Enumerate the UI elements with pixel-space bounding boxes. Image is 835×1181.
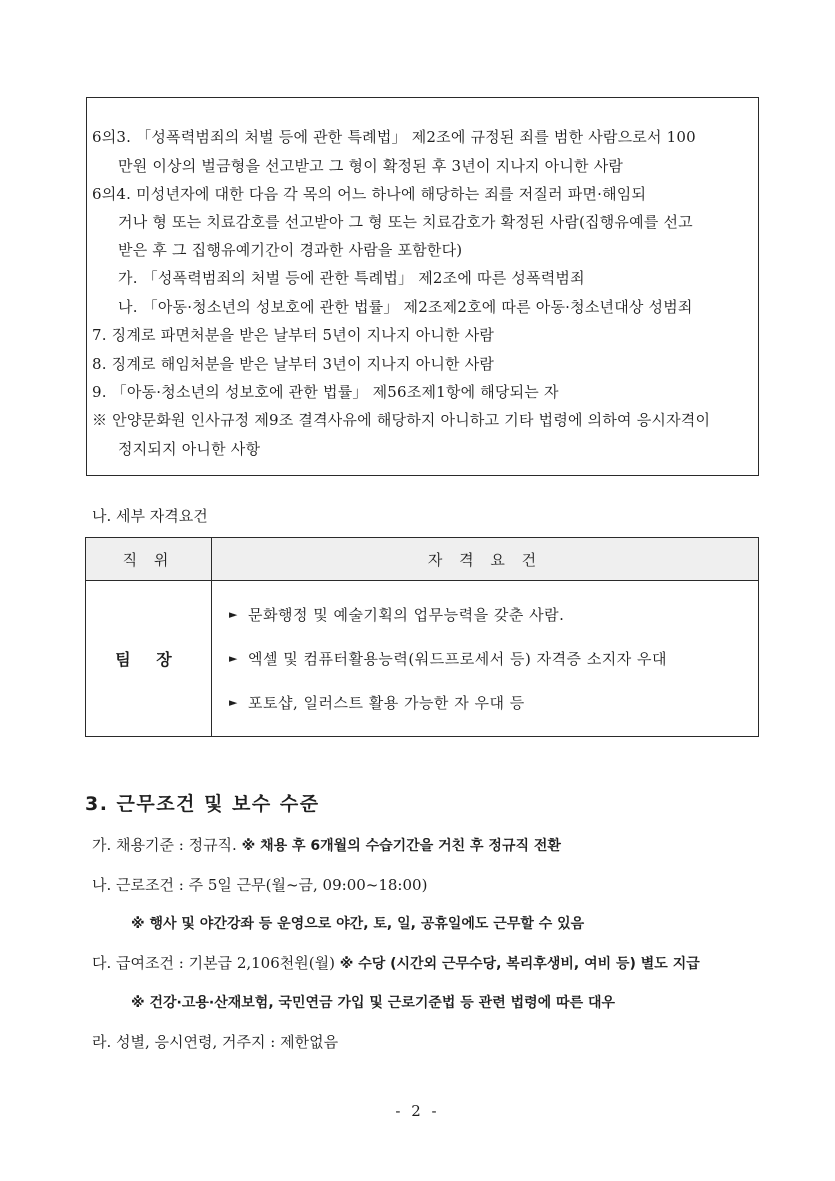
header-requirements: 자 격 요 건 (212, 538, 759, 581)
disq-line-7: 나. 「아동·청소년의 성보호에 관한 법률」 제2조제2호에 따른 아동·청소년대상 성범죄 (118, 298, 693, 316)
triangle-bullet-icon: ► (229, 608, 238, 621)
disq-line-8: 7. 징계로 파면처분을 받은 날부터 5년이 지나지 아니한 사람 (92, 326, 495, 344)
work-condition: 나. 근로조건 : 주 5일 근무(월~금, 09:00~18:00) (92, 876, 428, 894)
pay-note: ※ 수당 (시간외 근무수당, 복리후생비, 여비 등) 별도 지급 (339, 956, 700, 972)
requirements-cell (212, 581, 759, 737)
hire-label: 가. 채용기준 : 정규직. (92, 836, 237, 854)
insurance-note: ※ 건강·고용·산재보험, 국민연금 가입 및 근로기준법 등 관련 법령에 따른 대우 (131, 995, 616, 1011)
disq-note-line-2: 정지되지 아니한 사항 (118, 440, 261, 458)
disq-line-10: 9. 「아동·청소년의 성보호에 관한 법률」 제56조제1항에 해당되는 자 (92, 383, 559, 401)
disq-line-3: 6의4. 미성년자에 대한 다음 각 목의 어느 하나에 해당하는 죄를 저질러 파면·해임되 (92, 185, 647, 203)
table-row (86, 581, 759, 737)
hire-note: ※ 채용 후 6개월의 수습기간을 거친 후 정규직 전환 (241, 838, 561, 854)
position-cell: 팀 장 (86, 581, 212, 737)
triangle-bullet-icon: ► (229, 652, 238, 665)
disq-note-line-1: ※ 안양문화원 인사규정 제9조 결격사유에 해당하지 아니하고 기타 법령에 의하여 응시자격이 (92, 411, 711, 429)
disq-line-2: 만원 이상의 벌금형을 선고받고 그 형이 확정된 후 3년이 지나지 아니한 사람 (118, 157, 624, 175)
disq-line-1: 6의3. 「성폭력범죄의 처벌 등에 관한 특례법」 제2조에 규정된 죄를 범한 사람으로서 100 (92, 128, 696, 146)
requirement-text: 포토샵, 일러스트 활용 가능한 자 우대 등 (247, 694, 525, 712)
table-header-row (86, 538, 759, 581)
section-title: 3. 근무조건 및 보수 수준 (85, 793, 320, 815)
requirement-text: 엑셀 및 컴퓨터활용능력(워드프로세서 등) 자격증 소지자 우대 (247, 650, 668, 668)
requirements-table (85, 537, 759, 737)
work-note: ※ 행사 및 야간강좌 등 운영으로 야간, 토, 일, 공휴일에도 근무할 수 있음 (131, 916, 585, 932)
disq-line-9: 8. 징계로 해임처분을 받은 날부터 3년이 지나지 아니한 사람 (92, 355, 495, 373)
header-position: 직 위 (86, 538, 212, 581)
disq-line-5: 받은 후 그 집행유예기간이 경과한 사람을 포함한다) (118, 241, 463, 259)
other-condition: 라. 성별, 응시연령, 거주지 : 제한없음 (92, 1033, 339, 1051)
pay-label: 다. 급여조건 : 기본급 2,106천원(월) (92, 954, 335, 972)
disq-line-6: 가. 「성폭력범죄의 처벌 등에 관한 특례법」 제2조에 따른 성폭력범죄 (118, 269, 585, 287)
hire-condition (92, 835, 561, 856)
pay-condition (92, 953, 700, 974)
requirement-item (212, 593, 758, 637)
requirement-item (212, 637, 758, 681)
requirement-item (212, 681, 758, 725)
disq-line-4: 거나 형 또는 치료감호를 선고받아 그 형 또는 치료감호가 확정된 사람(집행유예를 선고 (118, 213, 693, 231)
detail-requirements-heading: 나. 세부 자격요건 (92, 507, 208, 525)
page-number: - 2 - (395, 1102, 440, 1120)
requirement-text: 문화행정 및 예술기획의 업무능력을 갖춘 사람. (247, 606, 565, 624)
triangle-bullet-icon: ► (229, 696, 238, 709)
